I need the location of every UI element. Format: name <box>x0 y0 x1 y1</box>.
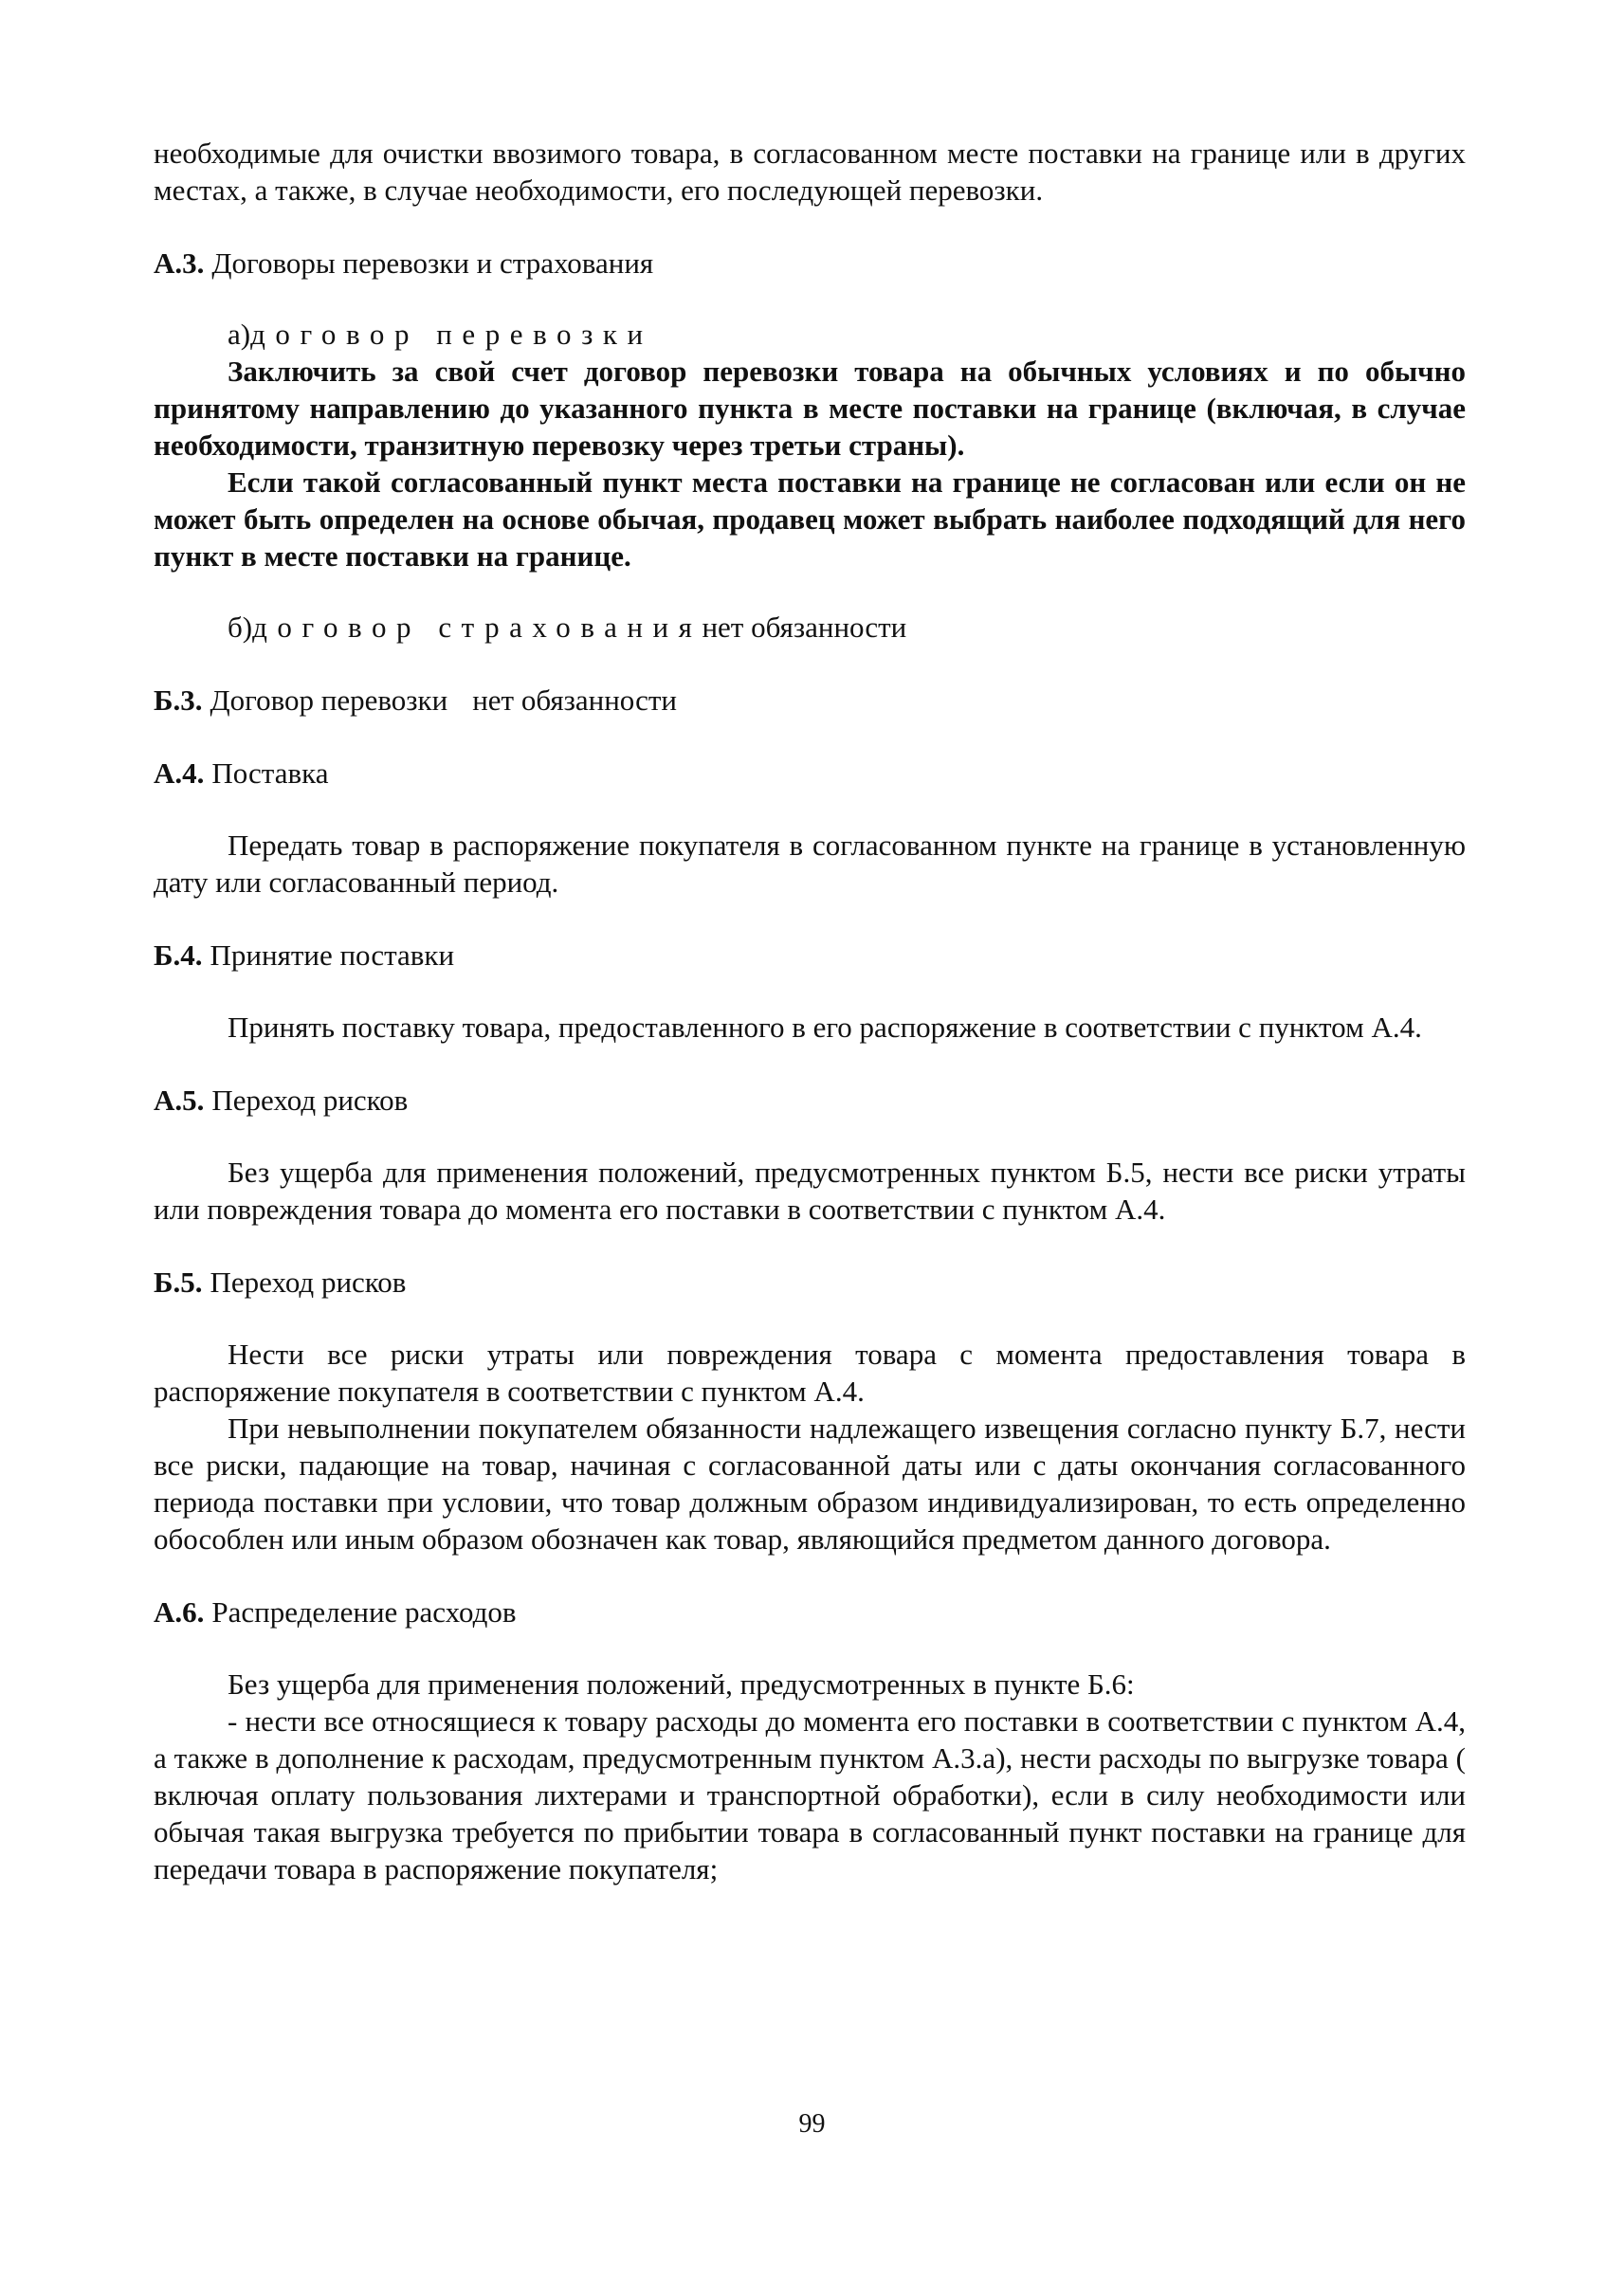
a6-paragraph-2: - нести все относящиеся к товару расходы до момента его поставки в соответствии с пунктом А.4, а также в дополнение к расходам, предусмотренным пунктом А.3.а), нести расходы по выгрузке товара ( включая оплату пользования лихтерами и транспортной обработки), если в силу необходимости или обычая такая выгрузка требуется по прибытии товара в согласованный пункт поставки на границе для передачи товара в распоряжение покупателя; <box>154 1704 1466 1885</box>
subsection-title: договор перевозки <box>250 318 653 351</box>
section-number: Б.4. <box>154 938 203 972</box>
page-number: 99 <box>798 2109 826 2139</box>
subsection-title: договор страхования <box>252 610 703 644</box>
section-title: Принятие поставки <box>210 938 455 972</box>
section-title: Поставка <box>211 756 329 790</box>
section-b3-heading <box>154 682 1466 719</box>
section-number: А.4. <box>154 756 205 790</box>
section-a3-heading <box>154 245 1466 282</box>
subsection-label: б) <box>228 610 253 644</box>
section-number: А.3. <box>154 246 205 280</box>
a3-a-paragraph-1: Заключить за свой счет договор перевозки товара на обычных условиях и по обычно принятому направлению до указанного пункта в месте поставки на границе (включая, в случае необходимости, транзитную перевозку через третьи страны). <box>154 355 1466 462</box>
a6-paragraph-1: Без ущерба для применения положений, предусмотренных в пункте Б.6: <box>228 1667 1135 1701</box>
section-a6-heading <box>154 1594 1466 1630</box>
b5-paragraph-1: Нести все риски утраты или повреждения товара с момента предоставления товара в распоряжение покупателя в соответствии с пунктом А.4. <box>154 1338 1466 1408</box>
section-title: Переход рисков <box>210 1266 407 1299</box>
section-title: Распределение расходов <box>211 1595 517 1629</box>
a5-paragraph-1: Без ущерба для применения положений, предусмотренных пунктом Б.5, нести все риски утраты или повреждения товара до момента его поставки в соответствии с пунктом А.4. <box>154 1156 1466 1226</box>
section-b4-heading <box>154 937 1466 974</box>
intro-paragraph: необходимые для очистки ввозимого товара, в согласованном месте поставки на границе или в других местах, а также, в случае необходимости, его последующей перевозки. <box>154 137 1466 207</box>
subsection-text: нет обязанности <box>702 610 907 644</box>
section-number: А.5. <box>154 1084 205 1117</box>
subsection-b-heading <box>154 609 1466 646</box>
section-title: Договоры перевозки и страхования <box>211 246 654 280</box>
subsection-label: а) <box>228 318 251 351</box>
section-number: Б.5. <box>154 1266 203 1299</box>
b5-paragraph-2: При невыполнении покупателем обязанности надлежащего извещения согласно пункту Б.7, нести все риски, падающие на товар, начиная с согласованной даты или с даты окончания согласованного периода поставки при условии, что товар должным образом индивидуализирован, то есть определенно обособлен или иным образом обозначен как товар, являющийся предметом данного договора. <box>154 1412 1466 1556</box>
b4-paragraph-1: Принять поставку товара, предоставленного в его распоряжение в соответствии с пунктом А.4. <box>228 1011 1422 1044</box>
a3-a-paragraph-2: Если такой согласованный пункт места поставки на границе не согласован или если он не может быть определен на основе обычая, продавец может выбрать наиболее подходящий для него пункт в месте поставки на границе. <box>154 465 1466 573</box>
page-content <box>154 135 1466 1887</box>
section-number: Б.3. <box>154 683 203 717</box>
section-a4-heading <box>154 755 1466 792</box>
section-a5-heading <box>154 1082 1466 1119</box>
a4-paragraph-1: Передать товар в распоряжение покупателя в согласованном пункте на границе в установленную дату или согласованный период. <box>154 829 1466 899</box>
section-title: Договор перевозки <box>210 683 448 717</box>
section-number: А.6. <box>154 1595 205 1629</box>
section-title: Переход рисков <box>211 1084 409 1117</box>
subsection-a-heading <box>154 316 1466 353</box>
section-inline-text: нет обязанности <box>472 683 677 717</box>
section-b5-heading <box>154 1264 1466 1301</box>
